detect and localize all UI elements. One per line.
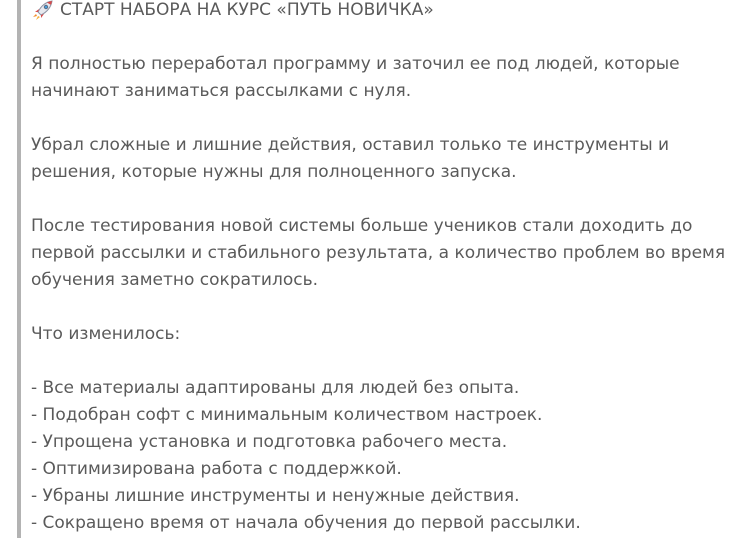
rocket-icon [31,0,55,22]
changes-heading: Что изменилось: [31,324,181,344]
announcement-title-line [31,0,731,24]
quote-bar [17,0,21,538]
paragraph-simplified: Убрал сложные и лишние действия, оставил только те инструменты и решения, которые нужны для полноценного запуска. [31,135,670,182]
announcement-title: СТАРТ НАБОРА НА КУРС «ПУТЬ НОВИЧКА» [60,0,434,20]
list-item: - Все материалы адаптированы для людей без опыта. [31,378,520,398]
list-item: - Подобран софт с минимальным количеством настроек. [31,405,543,425]
paragraph-intro: Я полностью переработал программу и заточил ее под людей, которые начинают заниматься рассылками с нуля. [31,54,680,101]
changes-list [31,375,731,537]
list-item: - Оптимизирована работа с поддержкой. [31,459,402,479]
list-item: - Сокращено время от начала обучения до первой рассылки. [31,513,581,533]
list-item: - Упрощена установка и подготовка рабочего места. [31,432,508,452]
message-body [31,0,731,537]
list-item: - Убраны лишние инструменты и ненужные действия. [31,486,520,506]
paragraph-results: После тестирования новой системы больше учеников стали доходить до первой рассылки и стабильного результата, а количество проблем во время обучения заметно сократилось. [31,216,726,290]
